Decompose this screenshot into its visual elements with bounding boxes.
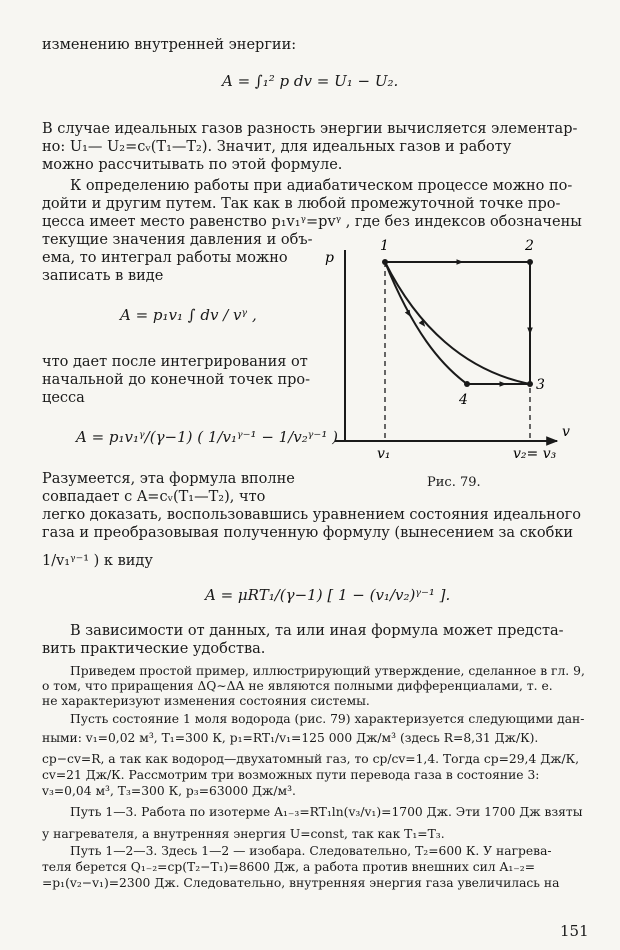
small-text-line: cv=21 Дж/К. Рассмотрим три возможных пути перевода газа в состояние 3: — [42, 768, 540, 782]
small-text-line: Путь 1—2—3. Здесь 1—2 — изобара. Следовательно, T₂=600 К. У нагрева- — [70, 844, 552, 858]
small-text-line: Путь 1—3. Работа по изотерме A₁₋₃=RT₁ln(v₃/v₁)=1700 Дж. Эти 1700 Дж взяты — [70, 805, 583, 819]
pv-diagram-figure — [325, 236, 590, 461]
equation-adiabatic-temperature: A = μRT₁/(γ−1) [ 1 − (v₁/v₂)ᵞ⁻¹ ]. — [205, 586, 451, 604]
small-text-line: v₃=0,04 м³, T₃=300 К, p₃=63000 Дж/м³. — [42, 784, 296, 798]
text-line: В зависимости от данных, та или иная формула может предста- — [70, 623, 564, 639]
v-axis-label: v — [562, 424, 570, 440]
text-line: записать в виде — [42, 268, 164, 284]
text-line: В случае идеальных газов разность энергии вычисляется элементар- — [42, 121, 578, 137]
figure-caption: Рис. 79. — [427, 475, 481, 490]
text-line: но: U₁— U₂=cᵥ(T₁—T₂). Значит, для идеальных газов и работу — [42, 139, 512, 155]
small-text-line: =p₁(v₂−v₁)=2300 Дж. Следовательно, внутренняя энергия газа увеличилась на — [42, 876, 560, 890]
label-point-2: 2 — [525, 238, 534, 254]
text-line: К определению работы при адиабатическом процессе можно по- — [70, 178, 573, 194]
p-axis-label: p — [325, 250, 334, 266]
state-point-3 — [527, 381, 533, 387]
small-text-line: не характеризуют изменения состояния системы. — [42, 694, 370, 708]
equation-adiabatic-integral: A = p₁v₁ ∫ dv / vᵞ , — [120, 306, 257, 324]
label-point-1: 1 — [380, 238, 389, 254]
state-point-2 — [527, 259, 533, 265]
text-line: что дает после интегрирования от — [42, 354, 308, 370]
text-line: цесса имеет место равенство p₁v₁ᵞ=pvᵞ , где без индексов обозначены — [42, 214, 582, 230]
text-line: Разумеется, эта формула вполне — [42, 471, 295, 487]
small-text-line: Приведем простой пример, иллюстрирующий утверждение, сделанное в гл. 9, — [70, 664, 585, 678]
text-line: текущие значения давления и объ- — [42, 232, 313, 248]
state-point-1 — [382, 259, 388, 265]
equation-work-integral: A = ∫₁² p dv = U₁ − U₂. — [222, 72, 399, 90]
isotherm-1-3 — [385, 262, 530, 384]
tick-label-v2-v3: v₂= v₃ — [513, 446, 557, 461]
label-point-3: 3 — [536, 377, 545, 393]
text-line: легко доказать, воспользовавшись уравнением состояния идеального — [42, 507, 581, 523]
state-point-4 — [464, 381, 470, 387]
page-number: 151 — [560, 922, 589, 940]
small-text-line: у нагревателя, а внутренняя энергия U=const, так как T₁=T₃. — [42, 827, 445, 841]
text-line: можно рассчитывать по этой формуле. — [42, 157, 343, 173]
small-text-line: Пусть состояние 1 моля водорода (рис. 79) характеризуется следующими дан- — [70, 712, 585, 726]
text-line: изменению внутренней энергии: — [42, 37, 297, 53]
small-text-line: теля берется Q₁₋₂=cp(T₂−T₁)=8600 Дж, а работа против внешних сил A₁₋₂= — [42, 860, 536, 874]
text-line: начальной до конечной точек про- — [42, 372, 311, 388]
text-line: вить практические удобства. — [42, 641, 266, 657]
label-point-4: 4 — [459, 392, 468, 408]
text-line: газа и преобразовывая полученную формулу (вынесением за скобки — [42, 525, 574, 541]
text-line: ема, то интеграл работы можно — [42, 250, 288, 266]
small-text-line: ными: v₁=0,02 м³, T₁=300 К, p₁=RT₁/v₁=125 000 Дж/м³ (здесь R=8,31 Дж/К). — [42, 731, 539, 745]
text-line: цесса — [42, 390, 85, 406]
text-line: 1/v₁ᵞ⁻¹ ) к виду — [42, 553, 153, 569]
equation-adiabatic-result: A = p₁v₁ᵞ/(γ−1) ( 1/v₁ᵞ⁻¹ − 1/v₂ᵞ⁻¹ ). — [76, 428, 343, 446]
text-line: дойти и другим путем. Так как в любой промежуточной точке про- — [42, 196, 561, 212]
tick-label-v1: v₁ — [377, 446, 391, 461]
text-line: совпадает с A=cᵥ(T₁—T₂), что — [42, 489, 266, 505]
small-text-line: cp−cv=R, а так как водород—двухатомный газ, то cp/cv=1,4. Тогда cp=29,4 Дж/К, — [42, 752, 580, 766]
small-text-line: о том, что приращения ΔQ∼ΔA не являются полными дифференциалами, т. е. — [42, 679, 553, 693]
